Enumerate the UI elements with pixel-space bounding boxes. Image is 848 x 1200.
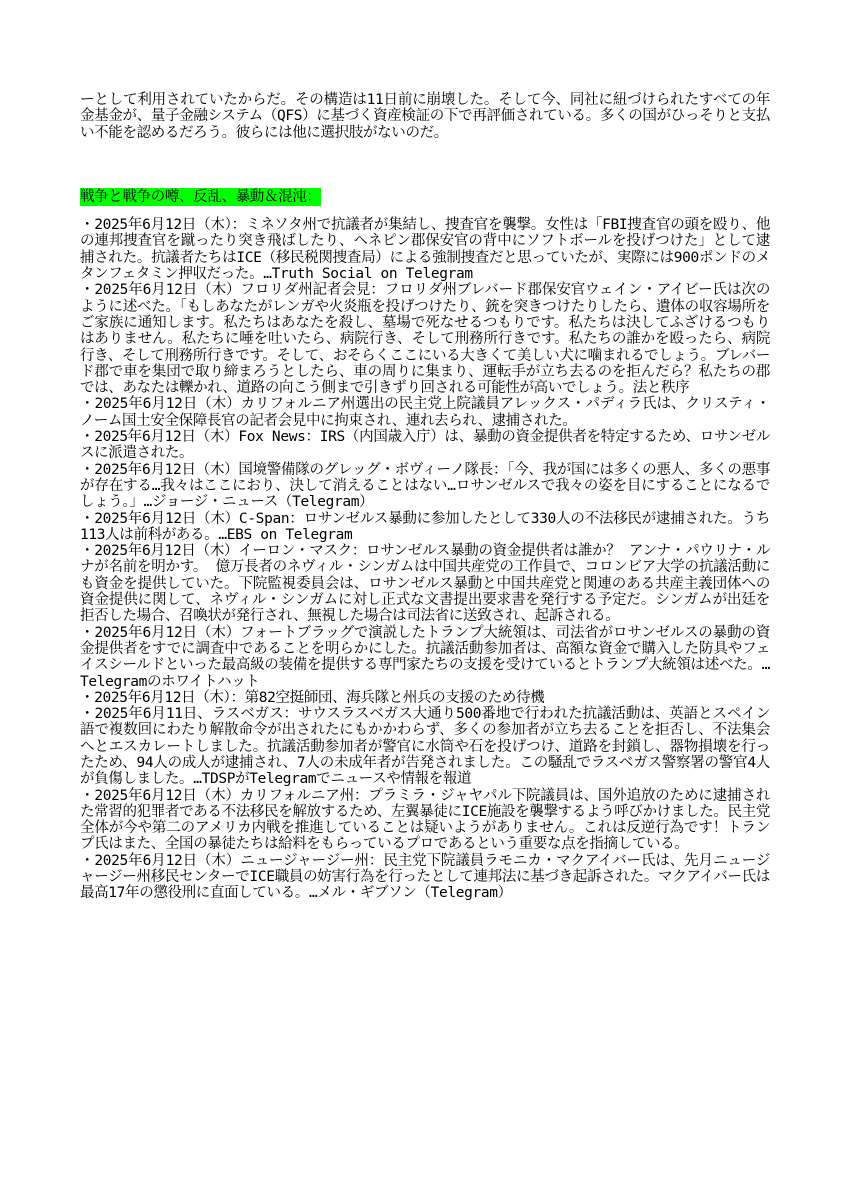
- list-item: ・2025年6月12日（木）カリフォルニア州：プラミラ・ジャヤパル下院議員は、国外追放のために逮捕された常習的犯罪者である不法移民を解放するため、左翼暴徒にICE施設を襲撃するよう呼びかけました。民主党全体が今や第二のアメリカ内戦を推進していることは疑いようがありません。これは反逆行為です！トランプ氏はまた、全国の暴徒たちは給料をもらっているプロであるという重要な点を指摘している。: [80, 787, 770, 853]
- list-item: ・2025年6月12日（木）カリフォルニア州選出の民主党上院議員アレックス・パディラ氏は、クリスティ・ノーム国土安全保障長官の記者会見中に拘束され、連れ去られ、逮捕された。: [80, 396, 770, 429]
- list-item: ・2025年6月12日（木）：第82空挺師団、海兵隊と州兵の支援のため待機: [80, 689, 545, 706]
- list-item: ・2025年6月12日（木）フロリダ州記者会見：フロリダ州ブレバード郡保安官ウェイン・アイビー氏は次のように述べた。「もしあなたがレンガや火炎瓶を投げつけたり、銃を突きつけたりしたら、遺体の収容場所をご家族に通知します。私たちはあなたを殺し、墓場で死なせるつもりです。私たちは決してふざけるつもりはありません。私たちに唾を吐いたら、病院行き、そして刑務所行きです。私たちの誰かを殴ったら、病院行き、そして刑務所行きです。そして、おそらくここにいる大きくて美しい犬に噛まれるでしょう。ブレバード郡で車を集団で取り締まろうとしたら、車の周りに集まり、運転手が立ち去るのを拒んだら？私たちの郡では、あなたは轢かれ、道路の向こう側まで引きずり回される可能性が高いでしょう。法と秩序: [80, 282, 770, 397]
- list-item: ・2025年6月12日（木）ニュージャージー州：民主党下院議員ラモニカ・マクアイバー氏は、先月ニュージャージー州移民センターでICE職員の妨害行為を行ったとして連邦法に基づき起訴された。マクアイバー氏は最高17年の懲役刑に直面している。…メル・ギブソン（Telegram）: [80, 852, 770, 902]
- news-list: [80, 217, 770, 901]
- list-item: ・2025年6月12日（木）Fox News：IRS（内国歳入庁）は、暴動の資金提供者を特定するため、ロサンゼルスに派遣された。: [80, 429, 770, 462]
- list-item: ・2025年6月12日（木）C-Span：ロサンゼルス暴動に参加したとして330人の不法移民が逮捕された。うち113人は前科がある。…EBS on Telegram: [80, 510, 770, 543]
- document-page: [80, 92, 770, 902]
- list-item: ・2025年6月12日（木）フォートブラッグで演説したトランプ大統領は、司法省がロサンゼルスの暴動の資金提供者をすでに調査中であることを明らかにした。抗議活動参加者は、高額な資金で購入した防具やフェイスシールドといった最高級の装備を提供する専門家たちの支援を受けているとトランプ大統領は述べた。…Telegramのホワイトハット: [80, 624, 770, 690]
- list-item: ・2025年6月12日（木）国境警備隊のグレッグ・ボヴィーノ隊長：「今、我が国には多くの悪人、多くの悪事が存在する…我々はここにおり、決して消えることはない…ロサンゼルスで我々の姿を目にすることになるでしょう。」…ジョージ・ニュース（Telegram）: [80, 461, 770, 511]
- section-heading-wrap: [80, 189, 770, 205]
- section-heading: 戦争と戦争の噂、反乱、暴動＆混沌：: [80, 188, 321, 205]
- list-item: ・2025年6月11日、ラスベガス：サウスラスベガス大通り500番地で行われた抗議活動は、英語とスペイン語で複数回にわたり解散命令が出されたにもかかわらず、多くの参加者が立ち去ることを拒否し、不法集会へとエスカレートしました。抗議活動参加者が警官に水筒や石を投げつけ、道路を封鎖し、器物損壊を行ったため、94人の成人が逮捕され、7人の未成年者が告発されました。この騒乱でラスベガス警察署の警官4人が負傷しました。…TDSPがTelegramでニュースや情報を報道: [80, 706, 770, 788]
- list-item: ・2025年6月12日（木）イーロン・マスク：ロサンゼルス暴動の資金提供者は誰か？ アンナ・パウリナ・ルナが名前を明かす。 億万長者のネヴィル・シンガムは中国共産党の工作員で、コロンビア大学の抗議活動にも資金を提供していた。下院監視委員会は、ロサンゼルス暴動と中国共産党と関連のある共産主義団体への資金提供に関して、ネヴィル・シンガムに対し正式な文書提出要求書を発行する予定だ。シンガムが出廷を拒否した場合、召喚状が発行され、無視した場合は司法省に送致され、起訴される。: [80, 543, 770, 625]
- intro-paragraph: ーとして利用されていたからだ。その構造は11日前に崩壊した。そして今、同社に紐づけられたすべての年金基金が、量子金融システム（QFS）に基づく資産検証の下で再評価されている。多くの国がひっそりと支払い不能を認めるだろう。彼らには他に選択肢がないのだ。: [80, 92, 770, 141]
- list-item: ・2025年6月12日（木）：ミネソタ州で抗議者が集結し、捜査官を襲撃。女性は「FBI捜査官の頭を殴り、他の連邦捜査官を蹴ったり突き飛ばしたり、ヘネピン郡保安官の背中にソフトボールを投げつけた」として逮捕された。抗議者たちはICE（移民税関捜査局）による強制捜査だと思っていたが、実際には900ポンドのメタンフェタミン押収だった。…Truth Social on Telegram: [80, 217, 770, 283]
